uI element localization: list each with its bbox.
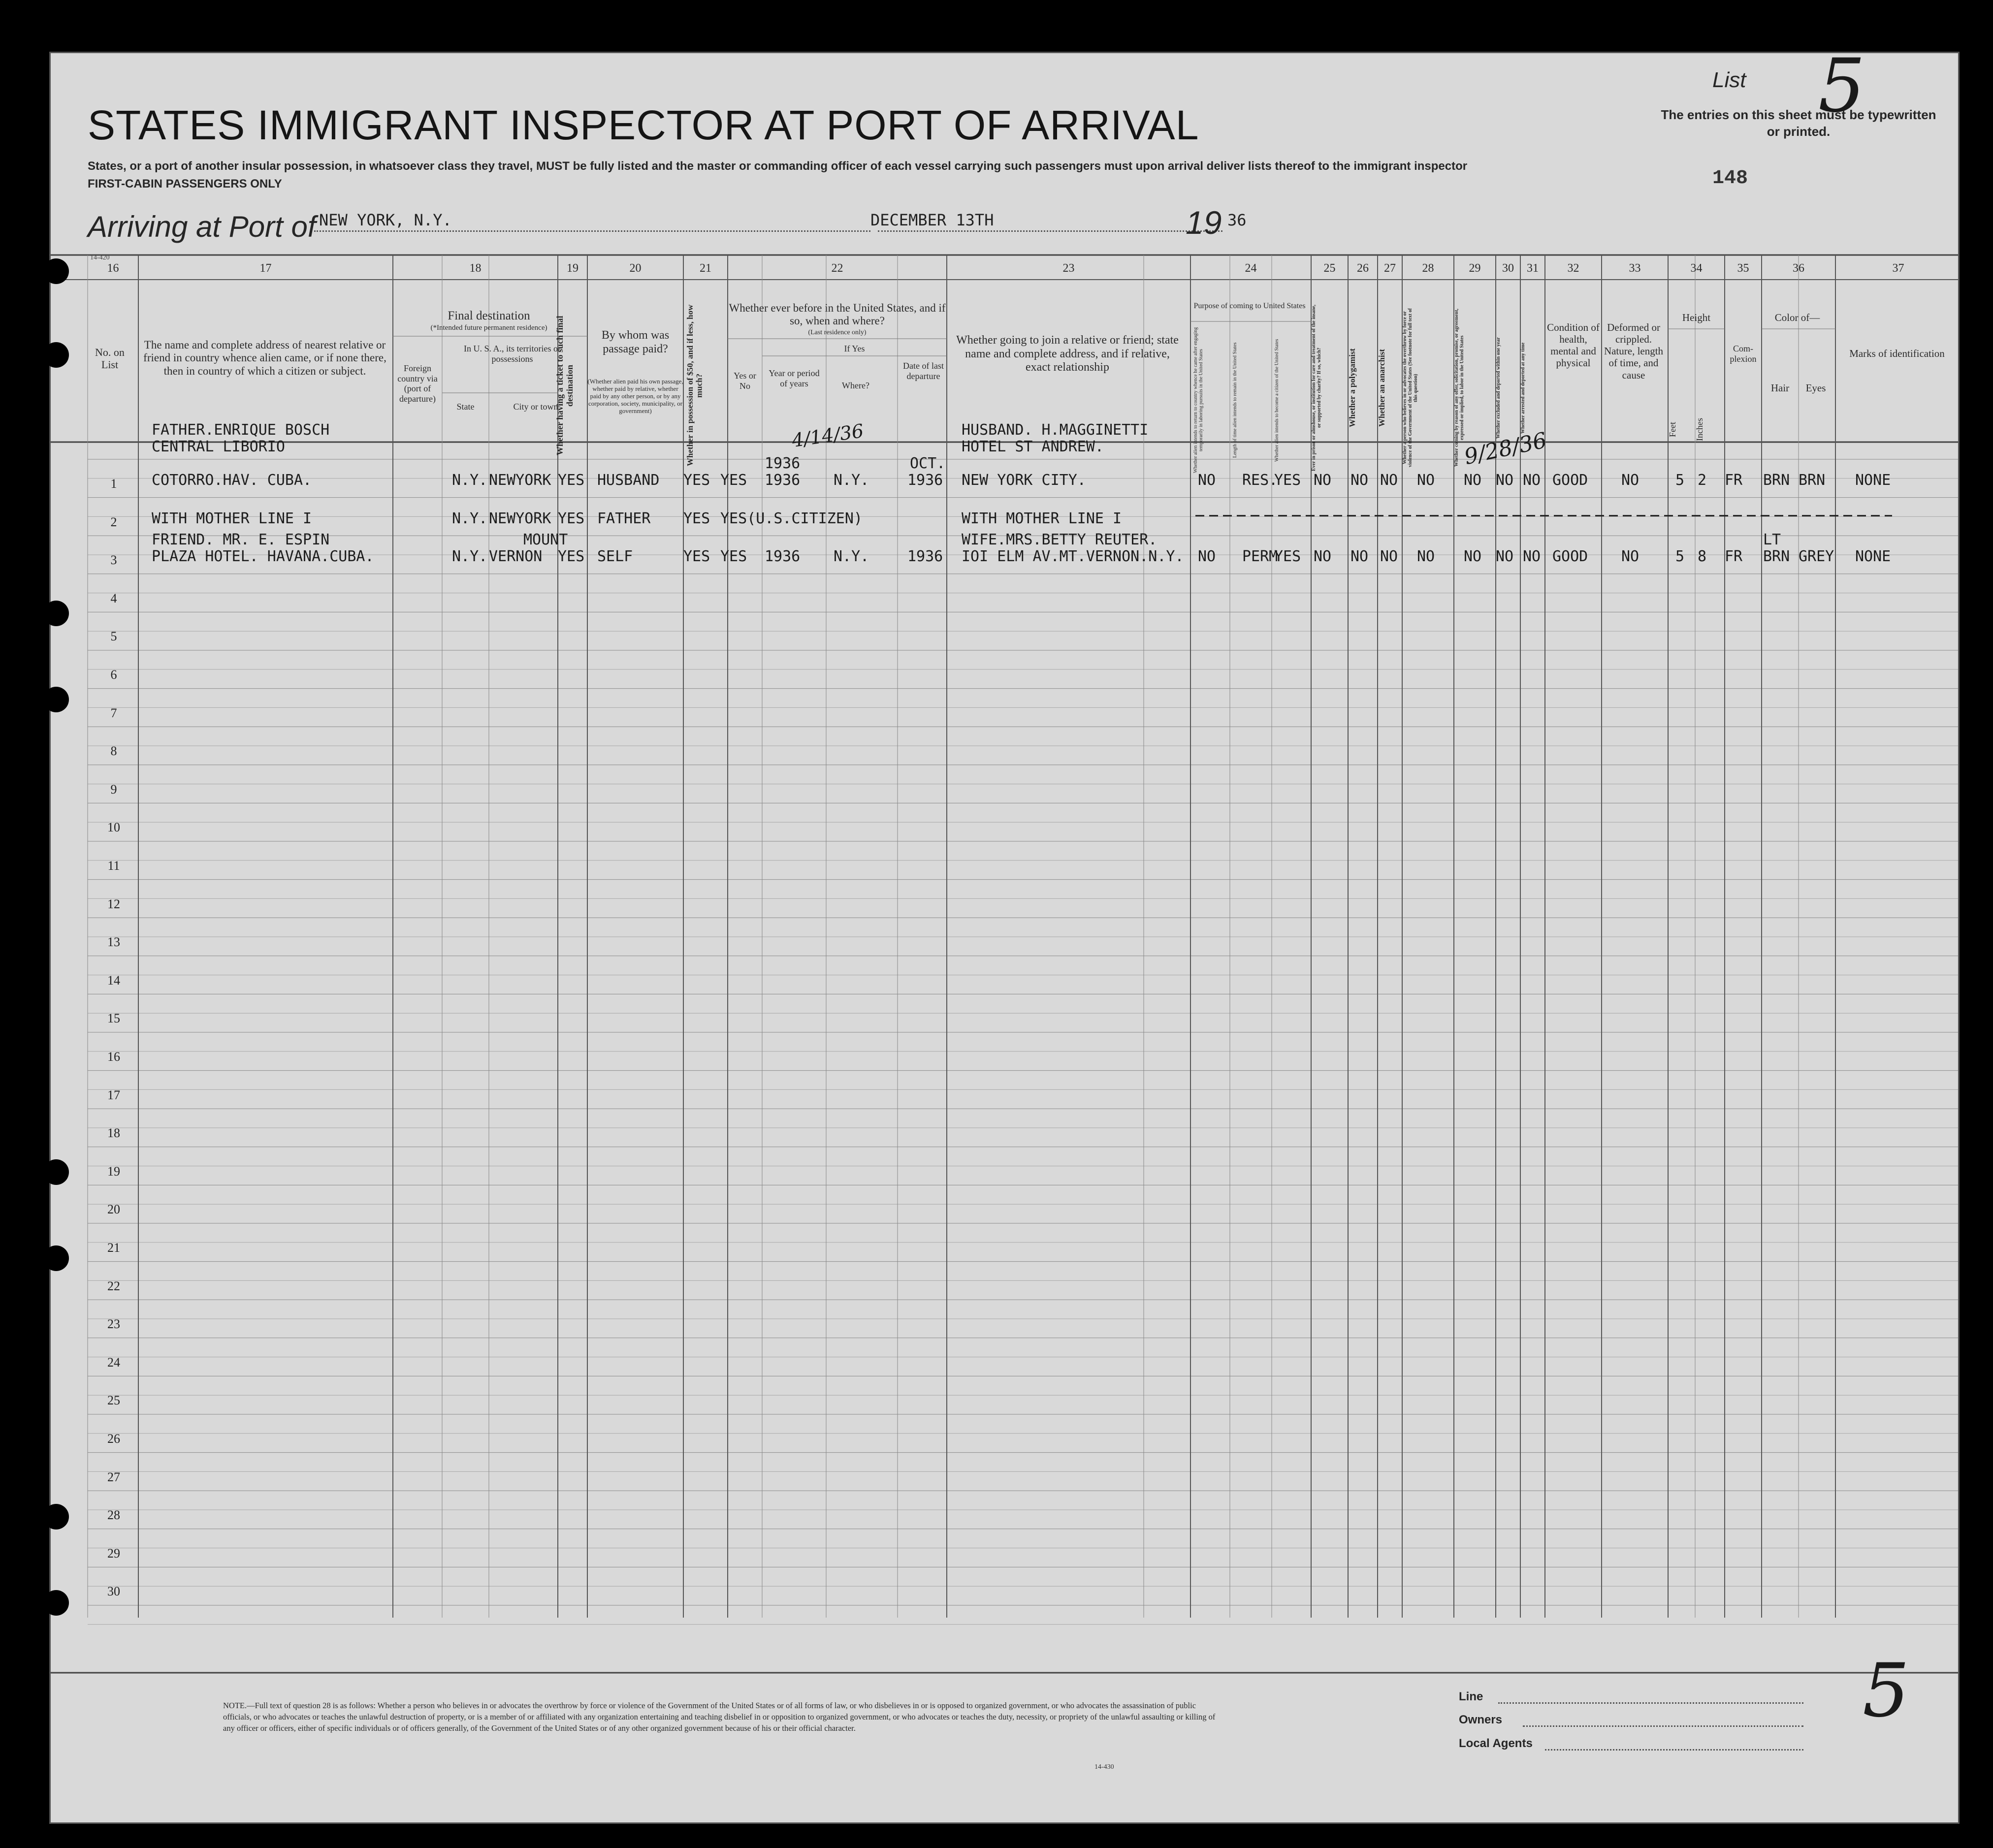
- column-number: 26: [1357, 262, 1369, 275]
- hdr-ever-before: Whether ever before in the United States, and if so, when and where?: [729, 302, 946, 327]
- hdr-no-on-list: No. on List: [95, 346, 125, 371]
- hdr-feet: Feet: [1668, 422, 1677, 438]
- eyes-value: BRN: [1799, 472, 1826, 489]
- typewritten-instruction: The entries on this sheet must be typewritten or printed.: [1661, 107, 1936, 139]
- prison-value: NO: [1314, 472, 1332, 489]
- last-departure-value: 1936: [907, 548, 943, 566]
- dest-state: N.Y.: [452, 510, 488, 527]
- polygamist-value: NO: [1350, 472, 1369, 489]
- row-number: 28: [107, 1508, 120, 1523]
- health-value: GOOD: [1552, 548, 1588, 566]
- row-number: 8: [110, 744, 117, 759]
- hdr-if-yes: If Yes: [844, 344, 865, 353]
- eyes-value: GREY: [1799, 548, 1834, 566]
- dest-state: N.Y.: [452, 548, 488, 566]
- column-number: 34: [1690, 262, 1703, 275]
- ticket-value: YES: [558, 548, 585, 566]
- column-number: 28: [1422, 262, 1434, 275]
- row-number: 6: [110, 668, 117, 682]
- row-number: 11: [107, 859, 120, 873]
- join-relative-line: WIFE.MRS.BETTY REUTER.: [962, 531, 1157, 549]
- column-number: 37: [1892, 262, 1904, 275]
- inches-value: 8: [1698, 548, 1707, 566]
- prison-value: NO: [1314, 548, 1332, 566]
- hdr-anarchist: Whether an anarchist: [1377, 349, 1386, 427]
- form-code-top: 14-420: [90, 254, 110, 261]
- list-number-handwritten: 5: [1818, 43, 1865, 129]
- hair-value: BRN: [1763, 548, 1790, 566]
- marks-value: NONE: [1855, 548, 1891, 566]
- row-number: 5: [110, 629, 117, 644]
- year-prefix: 19: [1186, 204, 1222, 241]
- money-value: YES: [683, 510, 710, 527]
- row-number: 7: [110, 705, 117, 720]
- relative-address-line: FATHER.ENRIQUE BOSCH: [152, 421, 330, 439]
- feet-value: 5: [1675, 548, 1685, 566]
- row-number: 21: [107, 1241, 120, 1255]
- marks-value: NONE: [1855, 472, 1891, 489]
- passage-paid-value: SELF: [597, 548, 633, 566]
- year-value-top: 1936: [765, 455, 801, 472]
- column-number: 22: [831, 262, 843, 275]
- column-number: 30: [1502, 262, 1514, 275]
- hdr-nearest-relative: The name and complete address of nearest relative or friend in country whence alien came, or if none there, then in country of which a citizen or subject.: [143, 339, 386, 377]
- hdr-ever-before-note: (Last residence only): [808, 329, 867, 336]
- hdr-final-destination-note: (*Intended future permanent residence): [430, 324, 547, 332]
- row-number: 3: [110, 553, 117, 568]
- row-number: 27: [107, 1469, 120, 1484]
- column-number: 29: [1469, 262, 1481, 275]
- list-label: List: [1712, 68, 1746, 92]
- ever-before-value: YES(U.S.CITIZEN): [720, 510, 863, 527]
- hdr-prison: Ever in prison or almshouse, or institution for care and treatment of the insane, or supported by charity? If so, which?: [1311, 304, 1322, 472]
- footer-form-code: 14-430: [1094, 1763, 1114, 1771]
- punch-hole: [43, 601, 69, 626]
- hdr-arrested: Whether arrested and deported at any time: [1520, 342, 1526, 434]
- handwritten-date-row1: 4/14/36: [790, 420, 865, 451]
- row-number: 20: [107, 1202, 120, 1217]
- column-number: 23: [1062, 262, 1075, 275]
- length-value: PERM: [1242, 548, 1278, 566]
- arrested-value: NO: [1523, 548, 1541, 566]
- join-relative-line: HUSBAND. H.MAGGINETTI: [962, 421, 1149, 439]
- column-number: 35: [1737, 262, 1749, 275]
- row-number: 2: [110, 514, 117, 529]
- overthrow-value: NO: [1417, 472, 1435, 489]
- relative-address-line: WITH MOTHER LINE I: [152, 510, 312, 527]
- arriving-label: Arriving at Port of: [88, 210, 316, 243]
- hdr-purpose: Purpose of coming to United States: [1193, 302, 1306, 310]
- hdr-deported: Whether excluded and deported within one year: [1496, 337, 1501, 439]
- feet-value: 5: [1675, 472, 1685, 489]
- hdr-where: Where?: [842, 381, 869, 390]
- row-number: 25: [107, 1393, 120, 1408]
- column-number: 21: [700, 262, 711, 275]
- hdr-hair: Hair: [1770, 382, 1790, 394]
- hdr-possession-50: Whether in possession of $50, and if less, how much?: [685, 304, 704, 467]
- row-number: 13: [107, 935, 120, 950]
- hdr-date-last-departure: Date of last departure: [903, 361, 944, 381]
- hair-value: BRN: [1763, 472, 1790, 489]
- footer-line-label: Line: [1459, 1690, 1483, 1703]
- year-value: 1936: [765, 472, 801, 489]
- hdr-purpose-c: Whether alien intends to become a citizen of the United States: [1274, 339, 1280, 462]
- year-suffix: 36: [1227, 211, 1247, 229]
- dest-city: NEWYORK: [489, 472, 551, 489]
- punch-hole: [43, 687, 69, 712]
- relative-address-line: COTORRO.HAV. CUBA.: [152, 472, 312, 489]
- polygamist-value: NO: [1350, 548, 1369, 566]
- column-number: 32: [1567, 262, 1579, 275]
- ticket-value: YES: [558, 510, 585, 527]
- passage-paid-value: FATHER: [597, 510, 651, 527]
- footer-agents-rule: [1545, 1749, 1803, 1751]
- deformed-value: NO: [1621, 472, 1639, 489]
- hdr-inches: Inches: [1695, 418, 1704, 442]
- relative-address-line: CENTRAL LIBORIO: [152, 438, 285, 455]
- join-relative-line: WITH MOTHER LINE I: [962, 510, 1122, 527]
- column-number: 20: [629, 262, 642, 275]
- column-number: 17: [259, 262, 272, 275]
- form-title: STATES IMMIGRANT INSPECTOR AT PORT OF ARRIVAL: [88, 102, 1199, 148]
- row-number: 1: [110, 477, 117, 491]
- punch-hole: [43, 1590, 69, 1616]
- column-number: 19: [567, 262, 579, 275]
- footer-note: NOTE.—Full text of question 28 is as follows: Whether a person who believes in or advocates the overthrow by force or violence of the Government of the United States or of all forms of law, or who disbelieves in or is opposed to organized government, or who advocates the assassination of public officials, or who advocates or teaches the unlawful destruction of property, or is a member of or affiliated with any organization entertaining and teaching disbelief in or opposition to organized government, or who advocates or teaches the duty, necessity, or propriety of the unlawful assaulting or killing of any officer or officers, either of specific individuals or of officers generally, of the Government of the United States or of any other organized government because of his or their official character.: [223, 1701, 1216, 1733]
- port-value: NEW YORK, N.Y.: [319, 211, 452, 229]
- hdr-color-of: Color of—: [1774, 312, 1820, 323]
- dest-city-top: MOUNT: [523, 531, 568, 549]
- money-value: YES: [683, 472, 710, 489]
- row-number: 17: [107, 1087, 120, 1102]
- year-value: 1936: [765, 548, 801, 566]
- offer-value: NO: [1464, 548, 1482, 566]
- complexion-value: FR: [1725, 472, 1743, 489]
- hdr-passage-note: (Whether alien paid his own passage, whether paid by relative, whether paid by any other person, or by any corporation, society, municipality, or government): [587, 378, 683, 414]
- hdr-marks: Marks of identification: [1849, 348, 1945, 359]
- health-value: GOOD: [1552, 472, 1588, 489]
- ever-before-value: YES: [720, 548, 747, 566]
- punch-hole: [43, 1245, 69, 1271]
- column-number: 16: [107, 262, 119, 275]
- passage-paid-value: HUSBAND: [597, 472, 660, 489]
- row-number: 19: [107, 1164, 120, 1179]
- sheet-number: 148: [1712, 167, 1748, 190]
- hdr-passage-paid: By whom was passage paid?: [601, 329, 670, 355]
- handwritten-date-annotation: 9/28/36: [1462, 427, 1549, 470]
- hdr-city: City or town: [513, 402, 558, 412]
- hdr-ticket: Whether having a ticket to such final destination: [555, 316, 575, 455]
- column-number: 31: [1527, 262, 1539, 275]
- hdr-year-period: Year or period of years: [769, 368, 820, 388]
- column-number: 27: [1384, 262, 1396, 275]
- citizen-value: YES: [1274, 472, 1301, 489]
- ever-before-value: YES: [720, 472, 747, 489]
- deported-value: NO: [1496, 548, 1514, 566]
- inches-value: 2: [1698, 472, 1707, 489]
- return-value: NO: [1198, 472, 1216, 489]
- row-number: 15: [107, 1011, 120, 1026]
- row-number: 4: [110, 591, 117, 605]
- relative-address-line: PLAZA HOTEL. HAVANA.CUBA.: [152, 548, 374, 566]
- row-number: 24: [107, 1355, 120, 1370]
- footer-handwritten-number: 5: [1863, 1648, 1910, 1734]
- hdr-purpose-b: Length of time alien intends to remain in the United States: [1232, 342, 1238, 458]
- anarchist-value: NO: [1380, 548, 1398, 566]
- last-departure-value: 1936: [907, 472, 943, 489]
- join-relative-line: NEW YORK CITY.: [962, 472, 1086, 489]
- hdr-final-destination: Final destination: [448, 309, 530, 322]
- overthrow-value: NO: [1417, 548, 1435, 566]
- hdr-foreign-country: Foreign country via (port of departure): [397, 363, 438, 404]
- hdr-deformed: Deformed or crippled. Nature, length of time, and cause: [1604, 321, 1664, 381]
- hdr-purpose-a: Whether alien intends to return to country whence he came after engaging temporarily in laboring pursuits in the United States: [1193, 327, 1204, 474]
- offer-value: NO: [1464, 472, 1482, 489]
- intro-text: States, or a port of another insular possession, in whatsoever class they travel, MUST be fully listed and the master or commanding officer of each vessel carrying such passengers must upon arrival deliver lists thereof to the immigrant inspector: [88, 159, 1468, 173]
- hair-top-value: LT: [1763, 531, 1781, 549]
- dest-city: VERNON: [489, 548, 543, 566]
- relative-address-line: FRIEND. MR. E. ESPIN: [152, 531, 330, 549]
- hdr-complexion: Com-plexion: [1730, 344, 1757, 364]
- hdr-offer: Whether coming by reason of any offer, solicitation, promise, or agreement, expressed or implied, to labor in the United States: [1454, 309, 1465, 467]
- row-number: 23: [107, 1317, 120, 1332]
- hdr-polygamist: Whether a polygamist: [1348, 348, 1357, 428]
- row-number: 29: [107, 1546, 120, 1561]
- where-value: N.Y.: [834, 548, 869, 566]
- hdr-yes-no: Yes or No: [734, 371, 756, 391]
- footer-line-rule: [1498, 1702, 1803, 1704]
- row-number: 9: [110, 782, 117, 797]
- hdr-height: Height: [1682, 312, 1711, 323]
- return-value: NO: [1198, 548, 1216, 566]
- footer-agents-label: Local Agents: [1459, 1737, 1533, 1750]
- arrested-value: NO: [1523, 472, 1541, 489]
- punch-hole: [43, 342, 69, 368]
- hdr-eyes: Eyes: [1805, 382, 1826, 394]
- footer-owners-label: Owners: [1459, 1713, 1503, 1726]
- hdr-condition: Condition of health, mental and physical: [1547, 321, 1600, 369]
- citizen-value: YES: [1274, 548, 1301, 566]
- hdr-in-usa: In U. S. A., its territories or possessions: [464, 344, 561, 364]
- footer-owners-rule: [1523, 1725, 1803, 1727]
- row-number: 30: [107, 1584, 120, 1599]
- join-relative-line: HOTEL ST ANDREW.: [962, 438, 1104, 455]
- column-number: 18: [469, 262, 482, 275]
- money-value: YES: [683, 548, 710, 566]
- row-number: 16: [107, 1050, 120, 1064]
- length-value: RES.: [1242, 472, 1278, 489]
- class-line: FIRST-CABIN PASSENGERS ONLY: [88, 177, 282, 191]
- manifest-sheet: [49, 43, 1960, 1824]
- anarchist-value: NO: [1380, 472, 1398, 489]
- column-number: 36: [1793, 262, 1804, 275]
- complexion-value: FR: [1725, 548, 1743, 566]
- join-relative-line: IOI ELM AV.MT.VERNON.N.Y.: [962, 548, 1184, 566]
- where-value: N.Y.: [834, 472, 869, 489]
- date-value: DECEMBER 13TH: [870, 211, 994, 229]
- row-number: 14: [107, 973, 120, 988]
- deformed-value: NO: [1621, 548, 1639, 566]
- hdr-state: State: [456, 402, 475, 412]
- last-departure-top: OCT.: [910, 455, 946, 472]
- hdr-overthrow: Whether a person who believes in or advocates the overthrow by force or violence of the Government of the United States (See footnote for full text of this question): [1402, 308, 1418, 468]
- punch-hole: [43, 1504, 69, 1529]
- column-number: 25: [1323, 262, 1336, 275]
- row-number: 10: [107, 820, 120, 835]
- punch-hole: [43, 1159, 69, 1185]
- hdr-join-relative: Whether going to join a relative or friend; state name and complete address, and if relative, exact relationship: [956, 334, 1179, 374]
- row-number: 18: [107, 1126, 120, 1141]
- column-number: 33: [1629, 262, 1641, 275]
- row-number: 26: [107, 1432, 120, 1446]
- row-number: 12: [107, 896, 120, 911]
- ticket-value: YES: [558, 472, 585, 489]
- dest-state: N.Y.: [452, 472, 488, 489]
- row-number: 22: [107, 1278, 120, 1293]
- deported-value: NO: [1496, 472, 1514, 489]
- column-number: 24: [1245, 262, 1257, 275]
- dest-city: NEWYORK: [489, 510, 551, 527]
- punch-hole: [43, 258, 69, 284]
